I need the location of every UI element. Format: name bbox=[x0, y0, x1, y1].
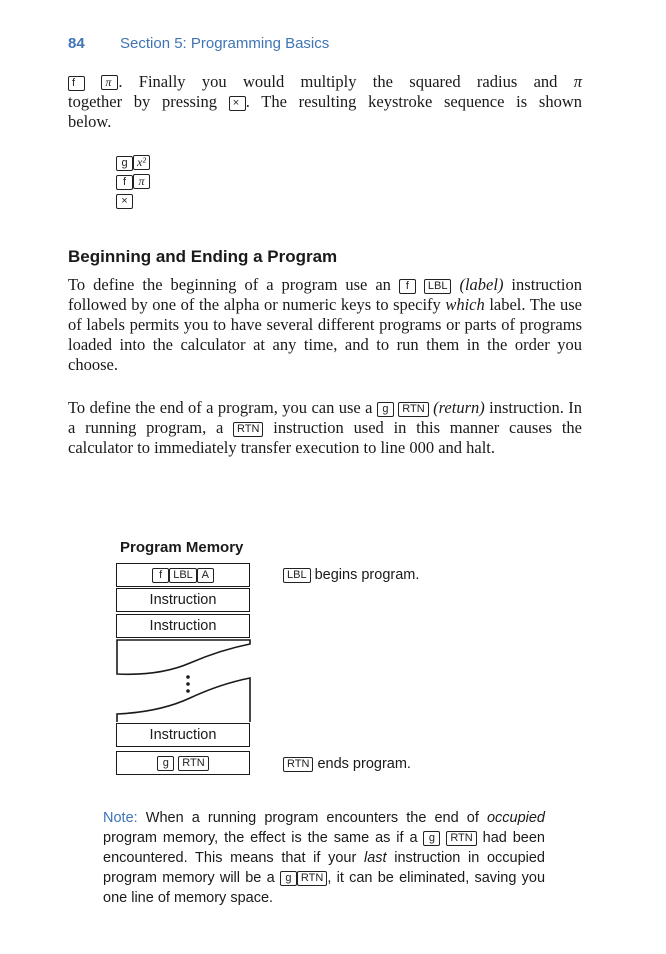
rtn-key: RTN bbox=[178, 756, 208, 771]
paragraph-beginning: To define the beginning of a program use an f LBL (label) instruction followed by one of the alpha or numeric keys to specify which label. The use of labels permits you to have several different programs or parts of programs loaded into the calculator at any time, and to run them in the order you choose. bbox=[68, 275, 583, 374]
rtn-key: RTN bbox=[233, 422, 263, 437]
memory-break-graphic bbox=[110, 636, 260, 731]
g-key: g bbox=[377, 402, 394, 417]
ellipsis-dot bbox=[186, 675, 190, 679]
memory-row-label bbox=[116, 563, 250, 587]
ellipsis-dot bbox=[186, 689, 190, 693]
memory-row-instruction: Instruction bbox=[116, 723, 250, 747]
times-key: × bbox=[229, 96, 246, 111]
keystroke-sequence bbox=[116, 154, 150, 211]
section-heading: Beginning and Ending a Program bbox=[68, 247, 338, 266]
section-title: Section 5: Programming Basics bbox=[120, 35, 330, 52]
g-key: g bbox=[280, 871, 297, 886]
a-key: A bbox=[197, 568, 214, 583]
rtn-key: RTN bbox=[446, 831, 476, 846]
f-key: f bbox=[116, 175, 133, 190]
g-key: g bbox=[157, 756, 174, 771]
pi-key: π bbox=[101, 75, 118, 90]
ends-program-label: RTN ends program. bbox=[283, 756, 411, 772]
x-squared-key: x² bbox=[133, 155, 150, 170]
memory-row-instruction: Instruction bbox=[116, 588, 250, 612]
g-key: g bbox=[116, 156, 133, 171]
rtn-key: RTN bbox=[297, 871, 327, 886]
paragraph-ending: To define the end of a program, you can use a g RTN (return) instruction. In a running program, a RTN instruction used in this manner causes the calculator to immediately transfer execution to line 000 and halt. bbox=[68, 398, 583, 457]
pi-key: π bbox=[133, 174, 150, 189]
page-number: 84 bbox=[68, 35, 85, 52]
lbl-key: LBL bbox=[424, 279, 452, 294]
diagram-title: Program Memory bbox=[120, 539, 244, 556]
begins-program-label: LBL begins program. bbox=[283, 567, 419, 583]
times-key: × bbox=[116, 194, 133, 209]
lbl-key: LBL bbox=[283, 568, 311, 583]
memory-row-return bbox=[116, 751, 250, 775]
f-key: f bbox=[399, 279, 416, 294]
intro-paragraph: f π . Finally you would multiply the squared radius and π together by pressing × . The resulting keystroke sequence is shown below. bbox=[68, 72, 583, 131]
note-paragraph: Note: When a running program encounters the end of occupied program memory, the effect is the same as if a g RTN had been encountered. This means that if your last instruction in occupied program memory will be a g RTN , it can be eliminated, saving you one line of memory space. bbox=[103, 810, 546, 906]
f-key: f bbox=[152, 568, 169, 583]
rtn-key: RTN bbox=[283, 757, 313, 772]
memory-row-instruction: Instruction bbox=[116, 614, 250, 638]
rtn-key: RTN bbox=[398, 402, 428, 417]
lbl-key: LBL bbox=[169, 568, 197, 583]
ellipsis-dot bbox=[186, 682, 190, 686]
note-label: Note: bbox=[103, 810, 138, 826]
f-key: f bbox=[68, 76, 85, 91]
g-key: g bbox=[423, 831, 440, 846]
